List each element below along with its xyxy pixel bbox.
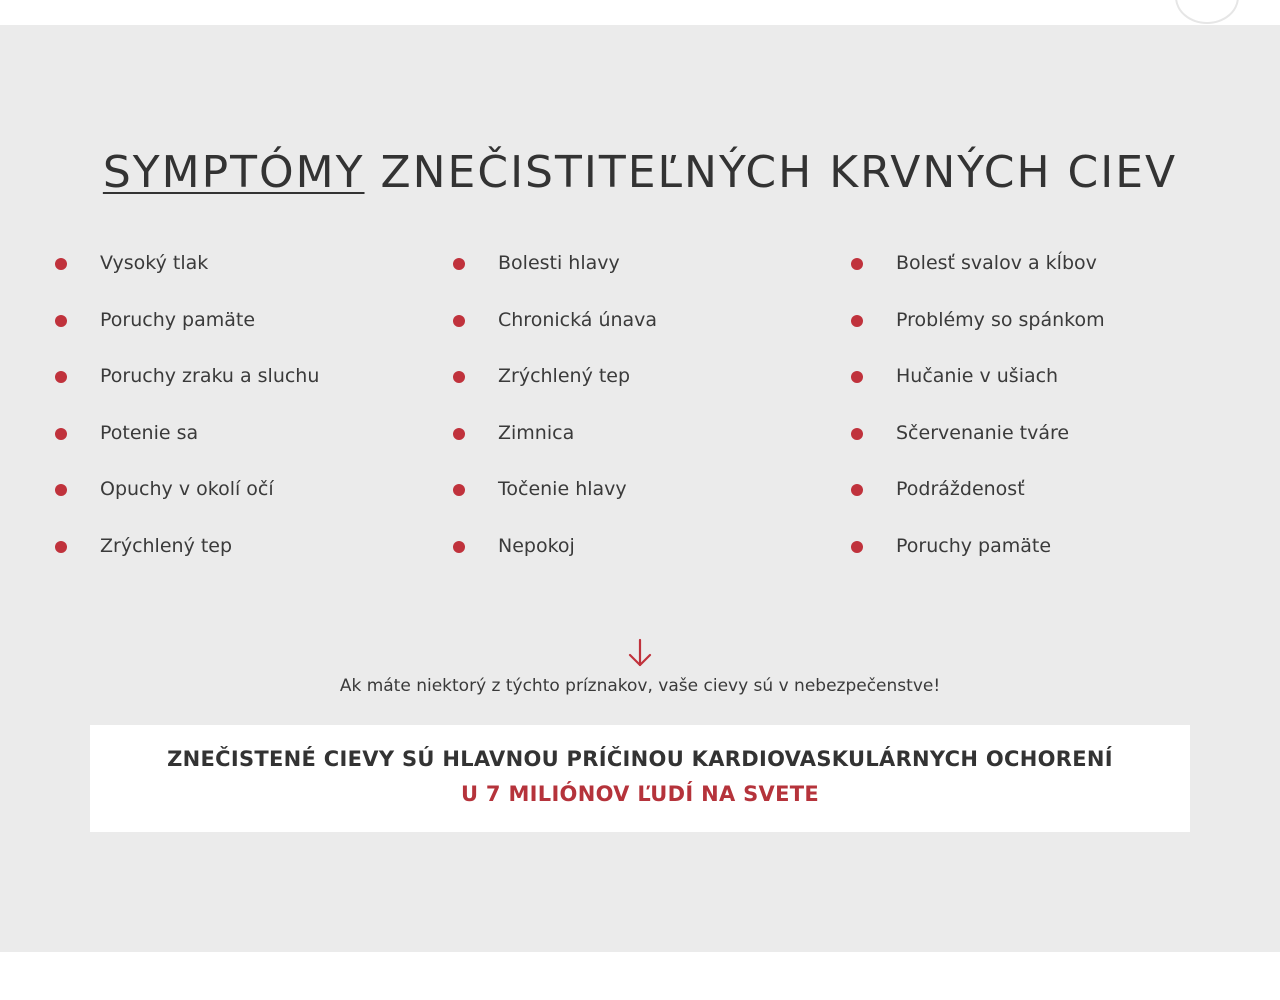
symptom-label: Bolesť svalov a kĺbov (896, 252, 1097, 274)
banner-line-1: ZNEČISTENÉ CIEVY SÚ HLAVNOU PRÍČINOU KARDIOVASKULÁRNYCH OCHORENÍ (167, 747, 1113, 771)
red-dot-icon (851, 258, 863, 270)
symptom-label: Točenie hlavy (498, 478, 627, 501)
symptom-label: Zimnica (498, 421, 575, 444)
symptom-label: Vysoký tlak (100, 252, 209, 274)
symptom-label: Poruchy pamäte (896, 534, 1052, 557)
red-dot-icon (851, 541, 863, 553)
warning-note: Ak máte niektorý z týchto príznakov, vaše cievy sú v nebezpečenstve! (339, 676, 941, 696)
red-dot-icon (453, 541, 465, 553)
red-dot-icon (453, 428, 465, 440)
red-dot-icon (851, 484, 863, 496)
red-dot-icon (55, 541, 67, 553)
top-strip (0, 0, 1280, 25)
symptom-label: Poruchy pamäte (100, 308, 256, 331)
section-title (0, 147, 1280, 198)
red-dot-icon (55, 258, 67, 270)
red-dot-icon (55, 315, 67, 327)
info-banner (90, 725, 1190, 832)
red-dot-icon (453, 371, 465, 383)
symptom-label: Potenie sa (100, 421, 199, 444)
red-dot-icon (851, 428, 863, 440)
symptom-label: Poruchy zraku a sluchu (100, 365, 320, 388)
red-dot-icon (55, 371, 67, 383)
symptom-label: Problémy so spánkom (896, 308, 1105, 331)
symptom-label: Nepokoj (498, 534, 575, 557)
red-dot-icon (453, 258, 465, 270)
symptom-label: Bolesti hlavy (498, 252, 620, 274)
symptom-label: Podráždenosť (896, 478, 1025, 501)
red-dot-icon (851, 315, 863, 327)
symptom-label: Hučanie v ušiach (896, 365, 1059, 388)
symptom-label: Zrýchlený tep (498, 365, 631, 388)
title-rest: ZNEČISTITEĽNÝCH KRVNÝCH CIEV (364, 147, 1178, 198)
red-dot-icon (55, 428, 67, 440)
symptom-label: Sčervenanie tváre (896, 421, 1070, 444)
title-underlined-word: SYMPTÓMY (102, 147, 365, 198)
decorative-circle-icon (1175, 0, 1239, 24)
banner-line-2: U 7 MILIÓNOV ĽUDÍ NA SVETE (460, 782, 820, 806)
arrow-down-icon (627, 637, 653, 669)
red-dot-icon (453, 315, 465, 327)
symptom-label: Chronická únava (498, 308, 658, 331)
symptom-label: Opuchy v okolí očí (100, 478, 274, 501)
red-dot-icon (851, 371, 863, 383)
red-dot-icon (453, 484, 465, 496)
symptoms-section (0, 25, 1280, 952)
red-dot-icon (55, 484, 67, 496)
symptom-label: Zrýchlený tep (100, 534, 233, 557)
